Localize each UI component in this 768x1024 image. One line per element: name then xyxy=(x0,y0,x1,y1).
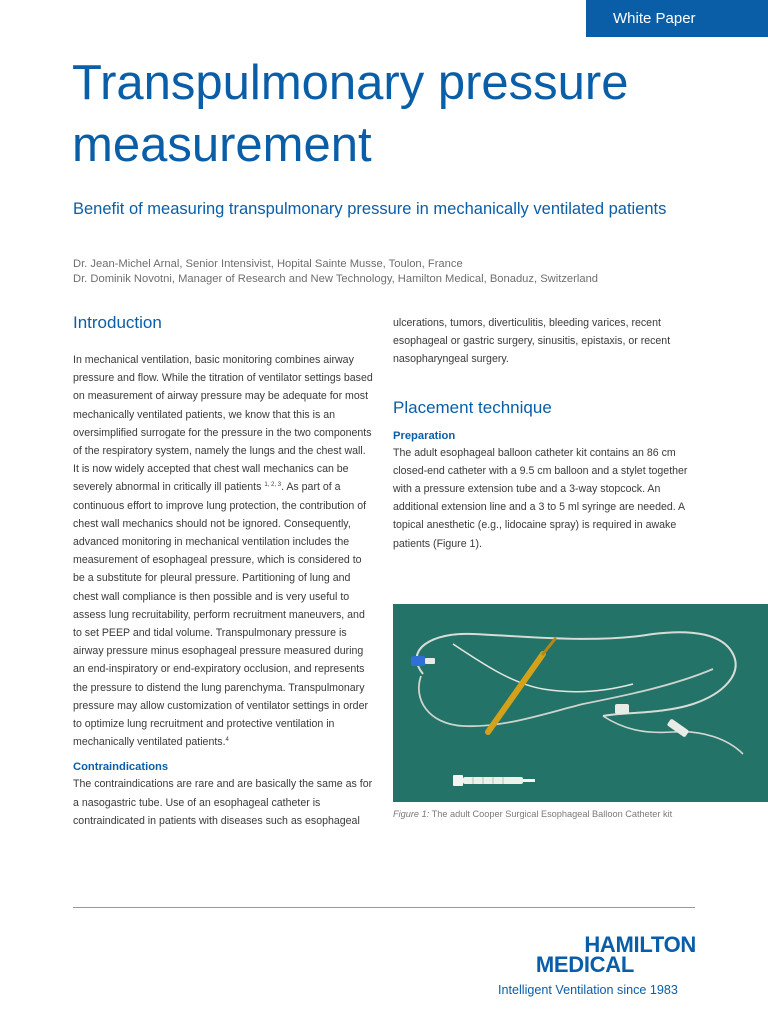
preparation-heading: Preparation xyxy=(393,429,456,442)
document-subtitle: Benefit of measuring transpulmonary pressure in mechanically ventilated patients xyxy=(73,200,667,218)
author-line: Dr. Dominik Novotni, Manager of Research and New Technology, Hamilton Medical, Bonaduz, Switzerland xyxy=(73,273,599,285)
introduction-text-b: . As part of a continuous effort to improve lung protection, the contribution of chest wall mechanics should not be ignored. Consequently, advanced monitoring in mechanical ventilation includes the measurement of esophageal pressure, which is considered to be a substitute for pleural pressure. Partitioning of lung and chest wall compliance is then possible and is very useful to assess lung recruitability, perform recruitment maneuvers, and to set PEEP and tidal volume. Transpulmonary pressure is airway pressure minus esophageal pressure measured during an end-inspiratory or end-expiratory occlusion, and represents the pressure to distend the lung parenchyma. Transpulmonary pressure may allow customization of ventilator settings in order to optimize lung recruitment and protective ventilation in mechanically ventilated patients. xyxy=(73,481,368,749)
logo-line-hamilton: HAMILTON xyxy=(584,932,696,957)
contraindications-heading: Contraindications xyxy=(73,761,169,774)
logo-line-medical: MEDICAL xyxy=(535,952,634,977)
placement-heading: Placement technique xyxy=(393,397,552,417)
footer-divider xyxy=(73,907,695,908)
figure-label: Figure 1: xyxy=(393,809,430,819)
introduction-citation: 1, 2, 3 xyxy=(264,482,282,489)
document-title: Transpulmonary pressure measurement xyxy=(72,56,629,172)
white-paper-tag: White Paper xyxy=(586,0,768,37)
preparation-text: The adult esophageal balloon catheter kit contains an 86 cm closed-end catheter with a 9.5 cm balloon and a stylet together with a pressure extension tube and a 3-way stopcock. An additional extension line and a 3 to 5 ml syringe are needed. A topical anesthetic (e.g., lidocaine spray) is required in awake patients (Figure 1). xyxy=(393,446,688,550)
introduction-citation-4: 4 xyxy=(225,737,229,744)
figure-caption-text: The adult Cooper Surgical Esophageal Balloon Catheter kit xyxy=(429,809,673,819)
catheter-kit-photo xyxy=(393,604,768,802)
introduction-text-a: In mechanical ventilation, basic monitoring combines airway pressure and flow. While the titration of ventilator settings based on measurement of airway pressure may be adequate for most mechanically ventilated patients, we know that this is an oversimplified surrogate for the pressure in the two components of the respiratory system, namely the lungs and the chest wall. It is now widely accepted that chest wall mechanics can be severely abnormal in critically ill patients xyxy=(73,354,373,494)
introduction-heading: Introduction xyxy=(73,313,162,332)
hamilton-medical-logo xyxy=(496,932,696,977)
contraindications-text: The contraindications are rare and are basically the same as for a nasogastric tube. Use of an esophageal catheter is contraindicated in patients with diseases such as esophageal xyxy=(73,778,373,827)
author-list xyxy=(73,257,723,287)
introduction-paragraph xyxy=(73,351,373,751)
figure-caption xyxy=(393,808,768,820)
author-line: Dr. Jean-Michel Arnal, Senior Intensivist, Hopital Sainte Musse, Toulon, France xyxy=(73,258,463,270)
catheter-kit-illustration xyxy=(393,604,768,802)
company-tagline: Intelligent Ventilation since 1983 xyxy=(498,983,678,997)
left-column xyxy=(73,312,373,830)
contraindications-continued-text: ulcerations, tumors, diverticulitis, bleeding varices, recent esophageal or gastric surgery, sinusitis, epistaxis, or recent nasopharyngeal surgery. xyxy=(393,317,671,366)
right-column xyxy=(393,314,693,553)
